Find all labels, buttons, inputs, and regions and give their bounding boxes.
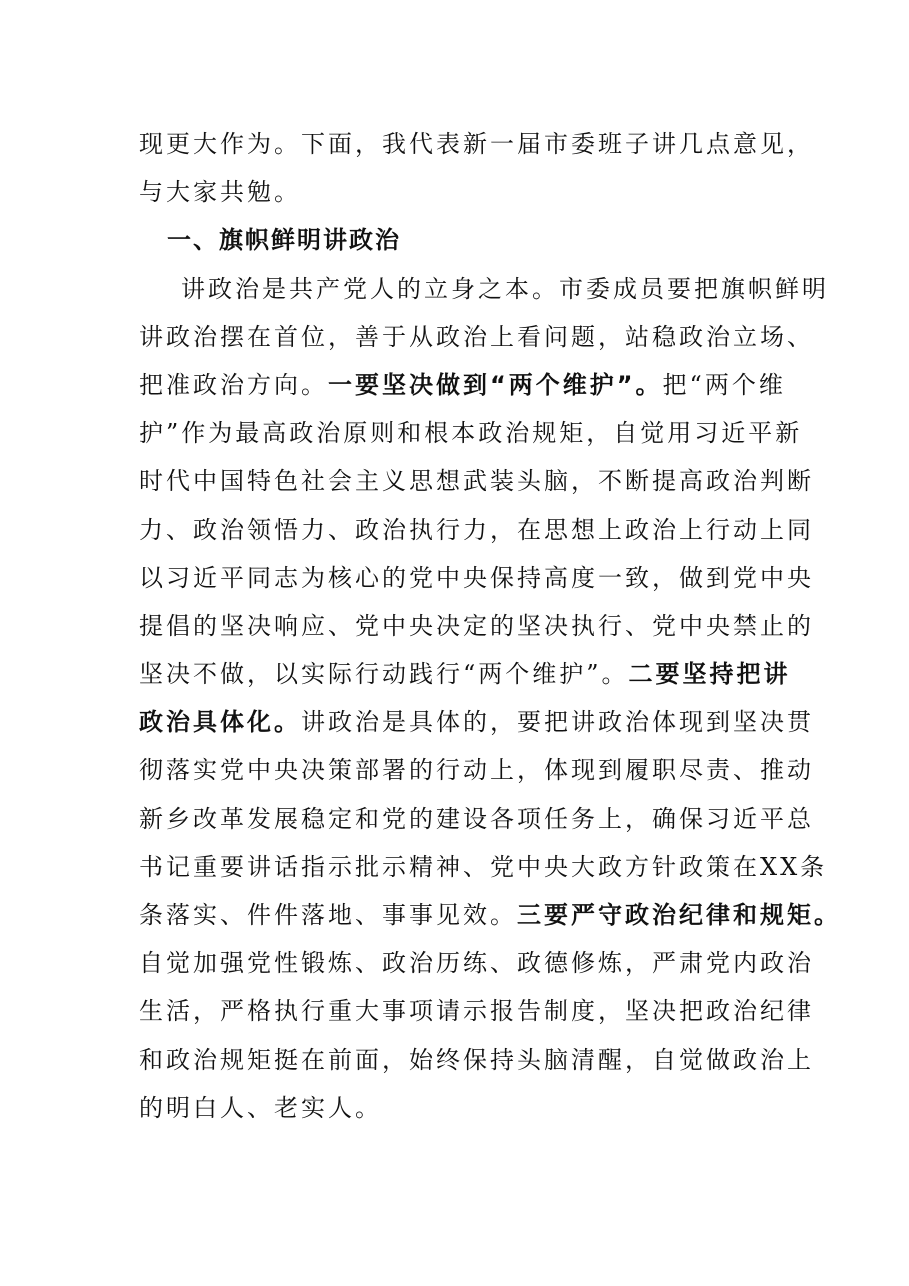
point-heading: 政治具体化。 — [139, 708, 301, 737]
paragraph-text: 把准政治方向。 — [139, 370, 328, 399]
text-line: 与大家共勉。 — [139, 178, 301, 207]
paragraph-line — [139, 650, 791, 698]
paragraph-line: 彻落实党中央决策部署的行动上，体现到履职尽责、推动 — [139, 756, 814, 785]
paragraph-text: 坚决不做，以实际行动践行“两个维护”。 — [139, 660, 629, 689]
paragraph-line: 提倡的坚决响应、党中央决定的坚决执行、党中央禁止的 — [139, 611, 814, 640]
paragraph-line — [139, 361, 786, 409]
paragraph-line: 和政治规矩挺在前面，始终保持头脑清醒，自觉做政治上 — [139, 1045, 814, 1074]
point-heading: 一要坚决做到“两个维护”。 — [328, 370, 663, 399]
paragraph-line: 生活，严格执行重大事项请示报告制度，坚决把政治纪律 — [139, 997, 814, 1026]
paragraph-line: 力、政治领悟力、政治执行力，在思想上政治上行动上同 — [139, 515, 814, 544]
paragraph-line: 的明白人、老实人。 — [139, 1093, 382, 1122]
paragraph-text: 讲政治是具体的，要把讲政治体现到坚决贯 — [301, 708, 814, 737]
document-body — [139, 120, 841, 1132]
paragraph-line: 自觉加强党性锻炼、政治历练、政德修炼，严肃党内政治 — [139, 949, 814, 978]
point-heading: 三要严守政治纪律和规矩。 — [517, 901, 841, 929]
point-heading: 二要坚持把讲 — [628, 660, 791, 689]
paragraph-line: 时代中国特色社会主义思想武装头脑，不断提高政治判断 — [139, 467, 814, 496]
paragraph-line: 新乡改革发展稳定和党的建设各项任务上，确保习近平总 — [139, 804, 814, 833]
paragraph-line: 护”作为最高政治原则和根本政治规矩，自觉用习近平新 — [139, 419, 803, 448]
paragraph-line: 讲政治摆在首位，善于从政治上看问题，站稳政治立场、 — [139, 322, 814, 351]
section-heading: 一、旗帜鲜明讲政治 — [167, 226, 401, 255]
text-line: 现更大作为。下面，我代表新一届市委班子讲几点意见， — [139, 130, 814, 158]
paragraph-line: 以习近平同志为核心的党中央保持高度一致，做到党中央 — [139, 563, 814, 592]
paragraph-line — [139, 698, 814, 746]
paragraph-text: 把“两个维 — [662, 370, 786, 399]
paragraph-line — [139, 891, 841, 939]
paragraph-line: 书记重要讲话指示批示精神、党中央大政方针政策在XX条 — [139, 852, 828, 881]
paragraph-text: 条落实、件件落地、事事见效。 — [139, 901, 517, 929]
paragraph-line: 讲政治是共产党人的立身之本。市委成员要把旗帜鲜明 — [181, 274, 829, 303]
